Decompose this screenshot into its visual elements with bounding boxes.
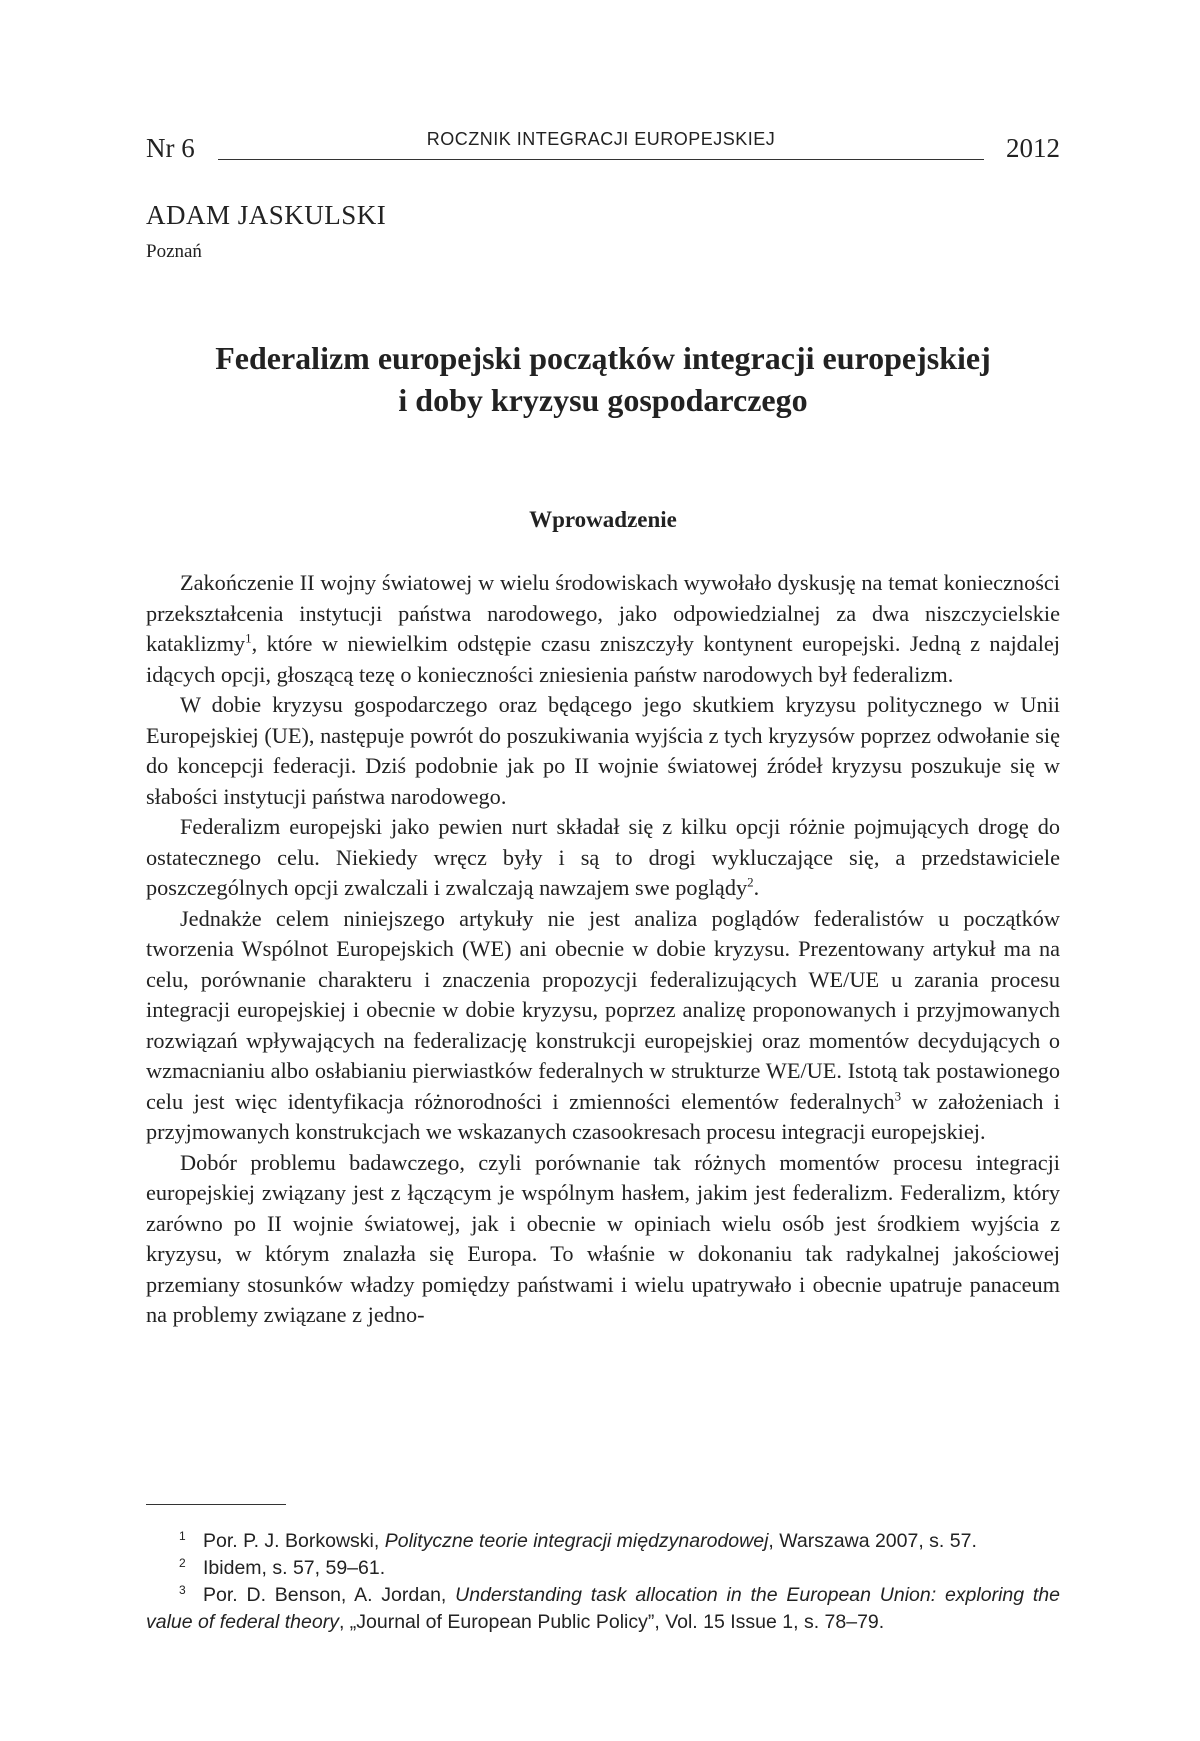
footnote-ref: 2 <box>747 874 754 890</box>
article-title-line-1: Federalizm europejski początków integracji europejskiej <box>215 340 991 376</box>
paragraph: Jednakże celem niniejszego artykuły nie jest analiza poglądów federalistów u początków tworzenia Wspólnot Europejskich (WE) ani obecnie w dobie kryzysu. Prezentowany artykuł ma na celu, porównanie charakteru i znaczenia propozycji federalizujących WE/UE u zarania procesu integracji europejskiej i obecnie w dobie kryzysu, poprzez analizę proponowanych i przyjmowanych rozwiązań wpływających na federalizację konstrukcji europejskiej oraz momentów decydujących o wzmacnianiu albo osłabianiu pierwiastków federalnych w strukturze WE/UE. Istotą tak postawionego celu jest więc identyfikacja różnorodności i zmienności elementów federalnych$^3$ w założeniach i przyjmowanych konstrukcjach we wskazanych czasookresach procesu integracji europejskiej. <box>146 905 1061 1144</box>
section-heading: Wprowadzenie <box>529 507 677 532</box>
journal-name: ROCZNIK INTEGRACJI EUROPEJSKIEJ <box>426 129 776 149</box>
paragraph: W dobie kryzysu gospodarczego oraz będącego jego skutkiem kryzysu politycznego w Unii Europejskiej (UE), następuje powrót do poszukiwania wyjścia z tych kryzysów poprzez odwołanie się do koncepcji federacji. Dziś podobnie jak po II wojnie światowej źródeł kryzysu poszukuje się w słabości instytucji państwa narodowego. <box>146 692 1060 809</box>
issue-number: Nr 6 <box>146 133 195 163</box>
footnotes <box>146 1528 1060 1636</box>
body-text <box>146 568 1060 1331</box>
paragraph: Federalizm europejski jako pewien nurt składał się z kilku opcji różnie pojmujących drogę do ostatecznego celu. Niekiedy wręcz były i są to drogi wykluczające się, a przedstawiciele poszczególnych opcji zwalczali i zwalczają nawzajem swe poglądy$^2$. <box>146 814 1060 900</box>
paragraph: Zakończenie II wojny światowej w wielu środowiskach wywołało dyskusję na temat konieczności przekształcenia instytucji państwa narodowego, jako odpowiedzialnej za dwa niszczycielskie kataklizmy$^1$, które w niewielkim odstępie czasu zniszczyły kontynent europejski. Jedną z najdalej idących opcji, głoszącą tezę o konieczności zniesienia państw narodowych był federalizm. <box>146 570 1060 687</box>
paragraph: Dobór problemu badawczego, czyli porównanie tak różnych momentów procesu integracji europejskiej związany jest z łączącym je wspólnym hasłem, jakim jest federalizm. Federalizm, który zarówno po II wojnie światowej, jak i obecnie w opiniach wielu osób jest środkiem wyjścia z kryzysu, w którym znalazła się Europa. To właśnie w dokonaniu tak radykalnej jakościowej przemiany stosunków władzy pomiędzy państwami i wielu upatrywało i obecnie upatruje panaceum na problemy związane z jedno- <box>146 1149 1060 1327</box>
footnote-ref: 3 <box>894 1088 902 1104</box>
footnote: 1 Por. P. J. Borkowski, Polityczne teorie integracji międzynarodowej, Warszawa 2007, s. 57. <box>179 1528 977 1552</box>
issue-year: 2012 <box>1006 133 1060 163</box>
running-header <box>146 125 1060 165</box>
footnote-rule <box>146 1504 286 1505</box>
author-city: Poznań <box>146 241 202 262</box>
author-name: ADAM JASKULSKI <box>146 200 387 230</box>
footnote: 2 Ibidem, s. 57, 59–61. <box>179 1555 386 1579</box>
header-rule <box>218 159 984 160</box>
footnote: 3 Por. D. Benson, A. Jordan, Understanding task allocation in the European Union: exploring the value of federal theory, „Journal of European Public Policy”, Vol. 15 Issue 1, s. 78–79. <box>146 1582 1061 1633</box>
footnote-ref: 1 <box>245 630 252 646</box>
article-title-line-2: i doby kryzysu gospodarczego <box>398 382 808 418</box>
